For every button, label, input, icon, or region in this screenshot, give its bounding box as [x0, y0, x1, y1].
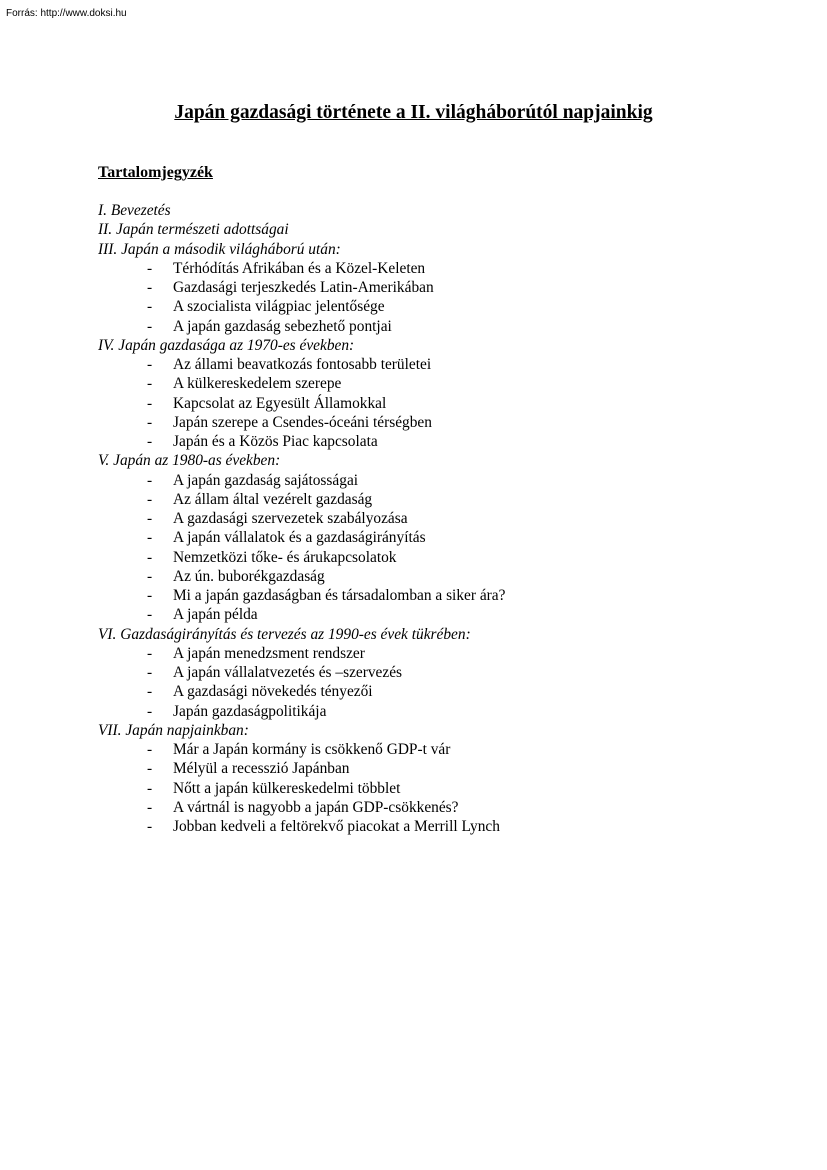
list-dash-icon: -	[147, 433, 153, 450]
toc-item-label: A japán példa	[173, 606, 258, 624]
toc-item-label: Az állam által vezérelt gazdaság	[173, 490, 373, 508]
toc-item	[98, 509, 798, 528]
toc-item	[98, 644, 798, 663]
toc-item-label: Kapcsolat az Egyesült Államokkal	[173, 394, 387, 412]
toc-item-label: Az ún. buborékgazdaság	[173, 567, 325, 585]
toc-item	[98, 779, 798, 798]
toc-item	[98, 702, 798, 721]
toc-item	[98, 663, 798, 682]
toc-item-label: A külkereskedelem szerepe	[173, 375, 342, 393]
toc-item	[98, 394, 798, 413]
toc-item	[98, 817, 798, 836]
toc-item	[98, 798, 798, 817]
toc-section: III. Japán a második világháború után:	[98, 240, 341, 258]
list-dash-icon: -	[147, 356, 153, 373]
toc-item-label: Nőtt a japán külkereskedelmi többlet	[173, 779, 401, 797]
list-dash-icon: -	[147, 279, 153, 296]
toc-item-label: A japán vállalatok és a gazdaságirányítás	[173, 529, 426, 547]
toc-item-label: Térhódítás Afrikában és a Közel-Keleten	[173, 259, 426, 277]
toc-item	[98, 586, 798, 605]
toc-item	[98, 259, 798, 278]
toc-section: I. Bevezetés	[98, 202, 171, 219]
list-dash-icon: -	[147, 413, 153, 431]
list-dash-icon: -	[147, 548, 153, 566]
list-dash-icon: -	[147, 741, 153, 758]
toc-item-label: A japán gazdaság sebezhető pontjai	[173, 317, 392, 335]
list-dash-icon: -	[147, 818, 153, 835]
toc-item	[98, 432, 798, 451]
list-dash-icon: -	[147, 683, 153, 701]
toc-item-label: A vártnál is nagyobb a japán GDP-csökkenés?	[173, 798, 459, 816]
toc-item	[98, 297, 798, 316]
table-of-contents	[98, 201, 798, 836]
toc-item-label: A japán gazdaság sajátosságai	[173, 471, 359, 489]
list-dash-icon: -	[147, 567, 153, 585]
toc-item	[98, 278, 798, 297]
toc-item-label: Japán gazdaságpolitikája	[173, 702, 327, 720]
toc-item	[98, 759, 798, 778]
toc-item	[98, 317, 798, 336]
toc-item-label: Gazdasági terjeszkedés Latin-Amerikában	[173, 279, 434, 296]
toc-item-label: Jobban kedveli a feltörekvő piacokat a Merrill Lynch	[173, 818, 500, 835]
toc-item-label: A gazdasági szervezetek szabályozása	[173, 510, 408, 527]
toc-item	[98, 490, 798, 509]
list-dash-icon: -	[147, 779, 153, 797]
toc-item	[98, 567, 798, 586]
toc-item	[98, 471, 798, 490]
list-dash-icon: -	[147, 587, 153, 604]
list-dash-icon: -	[147, 510, 153, 527]
toc-item-label: Nemzetközi tőke- és árukapcsolatok	[173, 548, 397, 566]
toc-item-label: A japán vállalatvezetés és –szervezés	[173, 664, 403, 681]
list-dash-icon: -	[147, 702, 153, 720]
toc-section: II. Japán természeti adottságai	[98, 221, 289, 239]
toc-item-label: A japán menedzsment rendszer	[173, 644, 365, 662]
toc-heading: Tartalomjegyzék	[98, 164, 213, 181]
list-dash-icon: -	[147, 529, 153, 547]
list-dash-icon: -	[147, 664, 153, 681]
toc-item	[98, 528, 798, 547]
list-dash-icon: -	[147, 375, 153, 393]
toc-section: VI. Gazdaságirányítás és tervezés az 1990-es évek tükrében:	[98, 625, 471, 643]
toc-item-label: Mélyül a recesszió Japánban	[173, 760, 350, 778]
toc-item	[98, 355, 798, 374]
list-dash-icon: -	[147, 317, 153, 335]
document-title: Japán gazdasági története a II. világháborútól napjainkig	[174, 102, 653, 123]
list-dash-icon: -	[147, 259, 153, 277]
toc-section: IV. Japán gazdasága az 1970-es években:	[98, 336, 355, 354]
toc-item-label: Mi a japán gazdaságban és társadalomban a siker ára?	[173, 587, 506, 604]
toc-section: VII. Japán napjainkban:	[98, 721, 249, 739]
toc-item-label: Japán szerepe a Csendes-óceáni térségben	[173, 413, 432, 431]
toc-item-label: Már a Japán kormány is csökkenő GDP-t vár	[173, 741, 451, 758]
list-dash-icon: -	[147, 760, 153, 778]
toc-item	[98, 413, 798, 432]
list-dash-icon: -	[147, 490, 153, 508]
list-dash-icon: -	[147, 471, 153, 489]
toc-item	[98, 548, 798, 567]
toc-item	[98, 374, 798, 393]
toc-item-label: A szocialista világpiac jelentősége	[173, 298, 385, 316]
toc-item-label: Japán és a Közös Piac kapcsolata	[173, 433, 378, 450]
source-line: Forrás: http://www.doksi.hu	[6, 8, 127, 19]
list-dash-icon: -	[147, 394, 153, 412]
list-dash-icon: -	[147, 606, 153, 624]
list-dash-icon: -	[147, 298, 153, 316]
toc-section: V. Japán az 1980-as években:	[98, 452, 281, 470]
list-dash-icon: -	[147, 644, 153, 662]
toc-item-label: A gazdasági növekedés tényezői	[173, 683, 373, 701]
toc-item	[98, 605, 798, 624]
toc-item	[98, 682, 798, 701]
toc-item-label: Az állami beavatkozás fontosabb területei	[173, 356, 432, 373]
list-dash-icon: -	[147, 798, 153, 816]
toc-item	[98, 740, 798, 759]
